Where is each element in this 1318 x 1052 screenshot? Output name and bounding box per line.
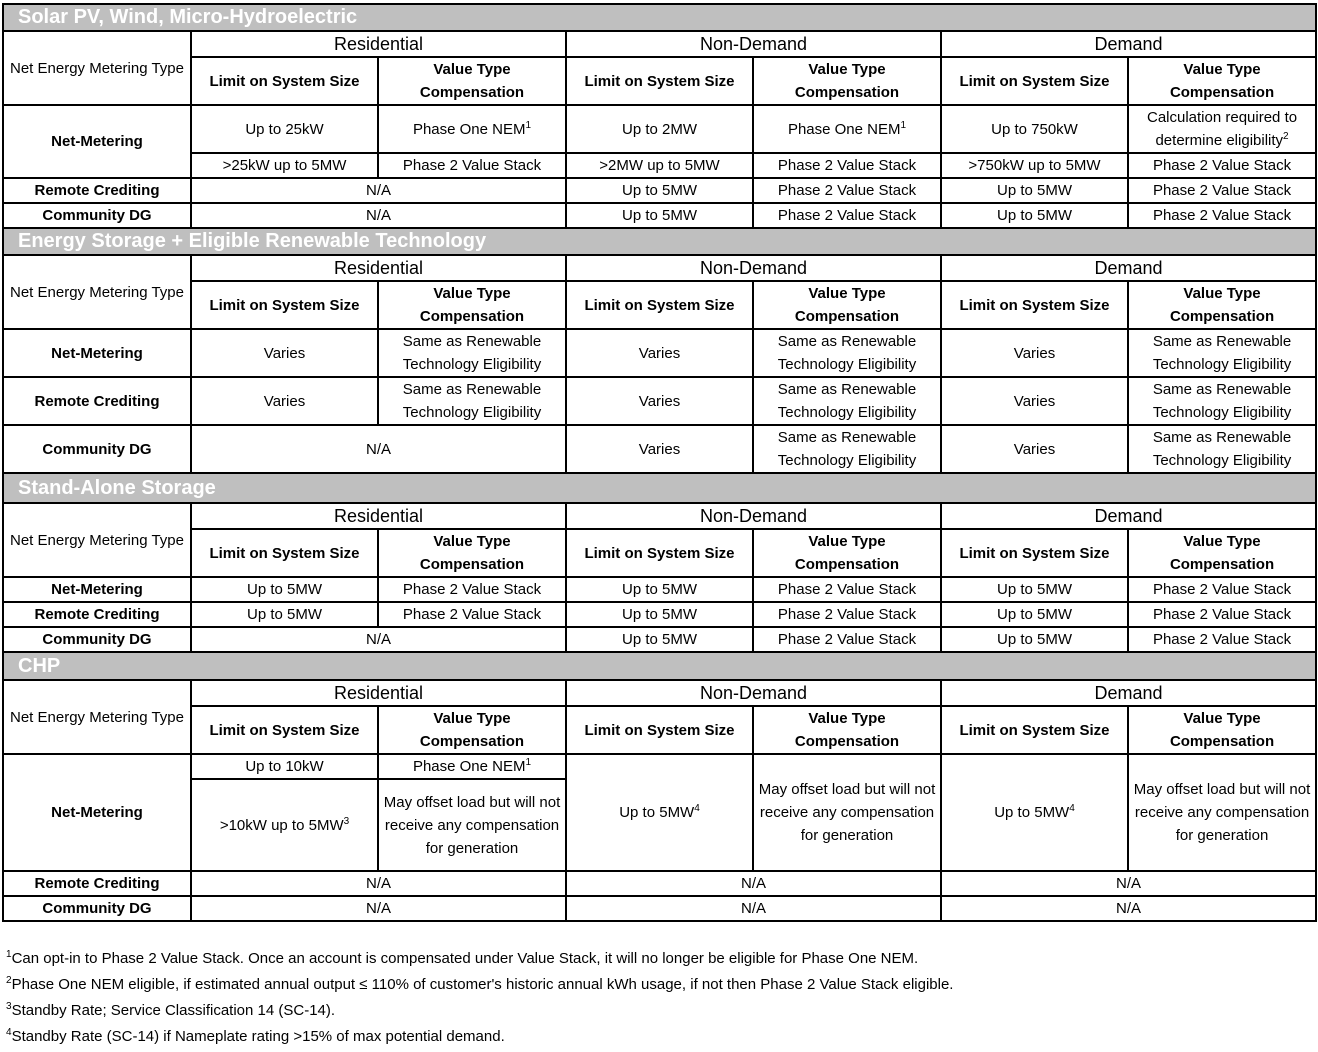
- cell-text: Value Type Compensation: [1169, 61, 1275, 101]
- column-header-row: [3, 706, 1316, 754]
- table-cell: [566, 329, 753, 377]
- cell-text: Residential: [333, 257, 424, 278]
- table-cell: [941, 105, 1128, 153]
- limit-header: [191, 529, 378, 577]
- cell-text: Same as Renewable Technology Eligibility: [1152, 429, 1292, 469]
- cell-text: >25kW up to 5MW: [222, 157, 347, 174]
- table-cell: [1128, 203, 1316, 228]
- section-header-row: [3, 228, 1316, 255]
- cell-text: Community DG: [42, 631, 152, 648]
- table-cell: [941, 602, 1128, 627]
- table-cell: [191, 871, 566, 896]
- limit-header: [191, 57, 378, 105]
- cell-text: Phase 2 Value Stack: [1152, 606, 1292, 623]
- cell-text: Phase 2 Value Stack: [1152, 182, 1292, 199]
- table-cell: [191, 779, 378, 871]
- section-header-row: [3, 652, 1316, 680]
- table-cell: [566, 153, 753, 178]
- table-cell: [753, 329, 941, 377]
- cell-text: Up to 5MW: [621, 581, 697, 598]
- table-cell: [378, 577, 566, 602]
- table-row: [3, 896, 1316, 921]
- cell-text: N/A: [1116, 900, 1142, 917]
- row-label: [3, 754, 191, 871]
- cell-text: Same as Renewable Technology Eligibility: [777, 333, 917, 373]
- table-cell: [378, 105, 566, 153]
- cell-text: Demand: [1094, 682, 1163, 703]
- footnote-text: Can opt-in to Phase 2 Value Stack. Once an account is compensated under Value Stack, it will no longer be eligible for Phase One NEM.: [11, 950, 919, 967]
- table-cell: [566, 896, 941, 921]
- value-type-header: [753, 529, 941, 577]
- section-title: [3, 652, 1316, 680]
- table-row: [3, 329, 1316, 377]
- cell-text: Varies: [638, 344, 681, 362]
- cell-text: Residential: [333, 682, 424, 703]
- value-type-header: [378, 57, 566, 105]
- footnote-number: 3: [6, 1001, 12, 1012]
- table-cell: [941, 627, 1128, 652]
- row-label: [3, 627, 191, 652]
- table-cell: [191, 178, 566, 203]
- cell-text: Value Type Compensation: [1169, 710, 1275, 750]
- footnotes: [6, 946, 953, 1050]
- value-type-header: [1128, 529, 1316, 577]
- table-cell: [941, 153, 1128, 178]
- table-cell: [191, 754, 378, 779]
- cell-text: N/A: [1116, 875, 1142, 892]
- footnote-number: 4: [6, 1027, 12, 1038]
- cell-text: CHP: [18, 654, 61, 677]
- cell-text: Phase 2 Value Stack: [1152, 207, 1292, 224]
- cell-text: Value Type Compensation: [794, 710, 900, 750]
- table-cell: [1128, 329, 1316, 377]
- cell-text: Limit on System Size: [209, 296, 360, 314]
- cell-text: Limit on System Size: [584, 72, 735, 90]
- row-label: [3, 377, 191, 425]
- table-cell: [753, 425, 941, 473]
- limit-header: [191, 706, 378, 754]
- customer-group-header: [191, 31, 566, 57]
- value-type-header: [1128, 57, 1316, 105]
- cell-text: Remote Crediting: [34, 875, 160, 892]
- cell-text: Varies: [638, 440, 681, 458]
- cell-text: Limit on System Size: [959, 544, 1110, 562]
- row-label: [3, 602, 191, 627]
- table-row: [3, 425, 1316, 473]
- cell-text: Up to 5MW: [996, 581, 1072, 598]
- table-cell: [941, 896, 1316, 921]
- limit-header: [941, 281, 1128, 329]
- table-row: [3, 377, 1316, 425]
- limit-header: [566, 57, 753, 105]
- table-cell: [566, 754, 753, 871]
- cell-text: Up to 5MW: [621, 631, 697, 648]
- table-row: [3, 871, 1316, 896]
- cell-text: Up to 750kW: [991, 120, 1078, 138]
- value-type-header: [378, 706, 566, 754]
- cell-text: Up to 5MW: [996, 606, 1072, 623]
- cell-text: Non-Demand: [699, 257, 808, 278]
- table-cell: [191, 425, 566, 473]
- cell-text: Stand-Alone Storage: [18, 476, 216, 499]
- cell-text: Phase 2 Value Stack: [402, 581, 542, 598]
- table-cell: [753, 627, 941, 652]
- table-row: [3, 627, 1316, 652]
- table-cell: [566, 105, 753, 153]
- table-cell: [1128, 754, 1316, 871]
- cell-text: Phase 2 Value Stack: [777, 581, 917, 598]
- section-header-row: [3, 4, 1316, 31]
- cell-text: Varies: [1013, 344, 1056, 362]
- table-cell: [941, 754, 1128, 871]
- customer-group-header: [566, 255, 941, 281]
- cell-text: Limit on System Size: [584, 544, 735, 562]
- table-cell: [1128, 178, 1316, 203]
- nem-eligibility-table: [2, 3, 1317, 922]
- cell-text: N/A: [365, 631, 391, 648]
- table-cell: [1128, 627, 1316, 652]
- customer-group-header: [566, 31, 941, 57]
- cell-text: Value Type Compensation: [419, 533, 525, 573]
- cell-text: Phase 2 Value Stack: [402, 606, 542, 623]
- table-cell: [378, 754, 566, 779]
- cell-text: Varies: [1013, 440, 1056, 458]
- cell-text: Demand: [1094, 33, 1163, 54]
- footnote-ref: 1: [525, 757, 532, 768]
- cell-text: Phase 2 Value Stack: [777, 631, 917, 648]
- cell-text: Phase 2 Value Stack: [402, 157, 542, 174]
- table-cell: [941, 425, 1128, 473]
- cell-text: May offset load but will not receive any compensation for generation: [383, 793, 561, 857]
- customer-group-header: [566, 503, 941, 529]
- column-header-row: [3, 281, 1316, 329]
- footnote-ref: 4: [1069, 803, 1075, 814]
- cell-text: Limit on System Size: [209, 72, 360, 90]
- section-header-row: [3, 473, 1316, 503]
- row-label: [3, 178, 191, 203]
- cell-text: Varies: [263, 392, 306, 410]
- table-cell: [941, 377, 1128, 425]
- cell-text: N/A: [365, 440, 391, 458]
- cell-text: Phase 2 Value Stack: [1152, 581, 1292, 598]
- cell-text: Net-Metering: [51, 804, 143, 821]
- cell-text: Net Energy Metering Type: [10, 283, 184, 301]
- cell-text: N/A: [365, 182, 391, 199]
- metering-type-header: [3, 503, 191, 577]
- customer-group-header: [941, 503, 1316, 529]
- cell-text: Value Type Compensation: [419, 285, 525, 325]
- cell-text: Phase 2 Value Stack: [777, 182, 917, 199]
- footnote-text: Standby Rate (SC-14) if Nameplate rating >15% of max potential demand.: [11, 1028, 505, 1045]
- table-cell: [753, 377, 941, 425]
- table-cell: [191, 896, 566, 921]
- cell-text: Value Type Compensation: [794, 285, 900, 325]
- cell-text: Up to 5MW: [621, 207, 697, 224]
- cell-text: Phase One NEM: [412, 758, 526, 775]
- cell-text: Value Type Compensation: [1169, 533, 1275, 573]
- footnote-ref: 2: [1283, 131, 1289, 142]
- cell-text: Varies: [638, 392, 681, 410]
- table-cell: [753, 203, 941, 228]
- row-label: [3, 425, 191, 473]
- cell-text: Phase One NEM: [412, 120, 526, 138]
- cell-text: Non-Demand: [699, 33, 808, 54]
- table-cell: [378, 329, 566, 377]
- table-cell: [191, 105, 378, 153]
- section-title: [3, 228, 1316, 255]
- cell-text: Phase 2 Value Stack: [1152, 157, 1292, 174]
- footnote-text: Standby Rate; Service Classification 14 (SC-14).: [11, 1002, 336, 1019]
- column-header-row: [3, 529, 1316, 577]
- row-label: [3, 896, 191, 921]
- cell-text: N/A: [365, 900, 391, 917]
- table-cell: [753, 178, 941, 203]
- customer-group-header: [941, 680, 1316, 706]
- cell-text: May offset load but will not receive any compensation for generation: [1133, 781, 1311, 844]
- table-cell: [753, 577, 941, 602]
- cell-text: Energy Storage + Eligible Renewable Technology: [18, 230, 487, 252]
- customer-group-header: [941, 255, 1316, 281]
- customer-group-header: [566, 680, 941, 706]
- table-cell: [191, 627, 566, 652]
- footnote-text: Phase One NEM eligible, if estimated annual output ≤ 110% of customer's historic annual kWh usage, if not then Phase 2 Value Stack eligible.: [11, 976, 954, 993]
- group-header-row: [3, 680, 1316, 706]
- customer-group-header: [191, 680, 566, 706]
- value-type-header: [1128, 706, 1316, 754]
- cell-text: Value Type Compensation: [794, 61, 900, 101]
- cell-text: >750kW up to 5MW: [968, 157, 1101, 174]
- cell-text: Up to 5MW: [621, 182, 697, 199]
- cell-text: Limit on System Size: [209, 721, 360, 739]
- footnote-number: 1: [6, 949, 12, 960]
- cell-text: Value Type Compensation: [419, 61, 525, 101]
- table-row: [3, 577, 1316, 602]
- cell-text: Up to 5MW: [996, 207, 1072, 224]
- footnote-ref: 1: [900, 119, 907, 131]
- table-cell: [566, 871, 941, 896]
- table-cell: [566, 178, 753, 203]
- value-type-header: [378, 281, 566, 329]
- cell-text: Up to 25kW: [245, 120, 324, 138]
- cell-text: Residential: [333, 33, 424, 54]
- table-cell: [566, 627, 753, 652]
- limit-header: [566, 529, 753, 577]
- cell-text: Phase 2 Value Stack: [777, 606, 917, 623]
- cell-text: Varies: [1013, 392, 1056, 410]
- table-cell: [191, 329, 378, 377]
- row-label: [3, 577, 191, 602]
- cell-text: Demand: [1094, 257, 1163, 278]
- cell-text: Varies: [263, 344, 306, 362]
- cell-text: Phase 2 Value Stack: [777, 207, 917, 224]
- cell-text: Limit on System Size: [584, 296, 735, 314]
- footnote: [6, 998, 953, 1024]
- table-cell: [1128, 377, 1316, 425]
- metering-type-header: [3, 31, 191, 105]
- section-title: [3, 473, 1316, 503]
- table-cell: [941, 577, 1128, 602]
- cell-text: Remote Crediting: [34, 182, 160, 199]
- cell-text: N/A: [740, 875, 766, 892]
- cell-text: Value Type Compensation: [419, 710, 525, 750]
- table-cell: [191, 577, 378, 602]
- cell-text: Same as Renewable Technology Eligibility: [402, 333, 542, 373]
- value-type-header: [1128, 281, 1316, 329]
- table-cell: [191, 602, 378, 627]
- table-cell: [191, 153, 378, 178]
- footnote-ref: 3: [343, 815, 350, 827]
- table-row: [3, 153, 1316, 178]
- footnote: [6, 946, 953, 972]
- footnote-ref: 1: [525, 119, 532, 131]
- table-cell: [378, 602, 566, 627]
- cell-text: Up to 5MW: [994, 804, 1070, 821]
- table-cell: [566, 602, 753, 627]
- cell-text: Up to 2MW: [621, 120, 697, 138]
- table-cell: [941, 871, 1316, 896]
- table-cell: [1128, 425, 1316, 473]
- table-cell: [941, 203, 1128, 228]
- table-cell: [566, 203, 753, 228]
- table-row: [3, 203, 1316, 228]
- table-cell: [753, 602, 941, 627]
- cell-text: Same as Renewable Technology Eligibility: [1152, 333, 1292, 373]
- table-cell: [1128, 577, 1316, 602]
- group-header-row: [3, 31, 1316, 57]
- cell-text: May offset load but will not receive any compensation for generation: [758, 781, 936, 844]
- section-title: [3, 4, 1316, 31]
- footnote: [6, 972, 953, 998]
- cell-text: Up to 5MW: [996, 182, 1072, 199]
- table-row: [3, 178, 1316, 203]
- limit-header: [566, 281, 753, 329]
- footnote-ref: 4: [694, 803, 700, 814]
- table-row: [3, 754, 1316, 779]
- cell-text: Non-Demand: [699, 505, 808, 526]
- cell-text: Demand: [1094, 505, 1163, 526]
- row-label: [3, 105, 191, 178]
- column-header-row: [3, 57, 1316, 105]
- table-cell: [941, 178, 1128, 203]
- table-cell: [753, 754, 941, 871]
- table-row: [3, 602, 1316, 627]
- table-cell: [1128, 105, 1316, 153]
- cell-text: Calculation required to determine eligibility: [1146, 109, 1298, 149]
- group-header-row: [3, 255, 1316, 281]
- cell-text: Net Energy Metering Type: [10, 708, 184, 726]
- cell-text: Same as Renewable Technology Eligibility: [777, 381, 917, 421]
- cell-text: N/A: [740, 900, 766, 917]
- cell-text: Net Energy Metering Type: [10, 59, 184, 77]
- value-type-header: [753, 57, 941, 105]
- metering-type-header: [3, 255, 191, 329]
- table-cell: [1128, 153, 1316, 178]
- cell-text: N/A: [365, 207, 391, 224]
- cell-text: Phase One NEM: [787, 120, 901, 138]
- table-cell: [566, 577, 753, 602]
- limit-header: [566, 706, 753, 754]
- cell-text: Up to 5MW: [996, 631, 1072, 648]
- cell-text: Value Type Compensation: [794, 533, 900, 573]
- table-cell: [378, 779, 566, 871]
- cell-text: Community DG: [42, 900, 152, 917]
- table-cell: [378, 377, 566, 425]
- table-cell: [941, 329, 1128, 377]
- cell-text: Phase 2 Value Stack: [1152, 631, 1292, 648]
- limit-header: [191, 281, 378, 329]
- value-type-header: [753, 706, 941, 754]
- metering-type-header: [3, 680, 191, 754]
- cell-text: Non-Demand: [699, 682, 808, 703]
- table-cell: [753, 105, 941, 153]
- footnote: [6, 1024, 953, 1050]
- table-cell: [566, 377, 753, 425]
- cell-text: >10kW up to 5MW: [219, 816, 344, 834]
- footnote-number: 2: [6, 975, 12, 986]
- cell-text: Net-Metering: [51, 133, 143, 150]
- cell-text: Up to 10kW: [245, 758, 324, 775]
- cell-text: Residential: [333, 505, 424, 526]
- limit-header: [941, 57, 1128, 105]
- cell-text: Phase 2 Value Stack: [777, 157, 917, 174]
- cell-text: Limit on System Size: [959, 296, 1110, 314]
- row-label: [3, 203, 191, 228]
- table-cell: [1128, 602, 1316, 627]
- cell-text: Net-Metering: [51, 581, 143, 598]
- cell-text: Community DG: [42, 207, 152, 224]
- group-header-row: [3, 503, 1316, 529]
- limit-header: [941, 529, 1128, 577]
- cell-text: Limit on System Size: [959, 72, 1110, 90]
- table-cell: [753, 153, 941, 178]
- row-label: [3, 871, 191, 896]
- customer-group-header: [941, 31, 1316, 57]
- cell-text: Up to 5MW: [619, 804, 695, 821]
- cell-text: Solar PV, Wind, Micro-Hydroelectric: [18, 6, 358, 28]
- value-type-header: [378, 529, 566, 577]
- value-type-header: [753, 281, 941, 329]
- cell-text: Up to 5MW: [246, 581, 322, 598]
- cell-text: Remote Crediting: [34, 392, 160, 410]
- table-row: [3, 105, 1316, 153]
- cell-text: Same as Renewable Technology Eligibility: [777, 429, 917, 469]
- cell-text: N/A: [365, 875, 391, 892]
- table-cell: [191, 203, 566, 228]
- cell-text: Limit on System Size: [209, 544, 360, 562]
- row-label: [3, 329, 191, 377]
- cell-text: Same as Renewable Technology Eligibility: [1152, 381, 1292, 421]
- cell-text: Remote Crediting: [34, 606, 160, 623]
- customer-group-header: [191, 503, 566, 529]
- cell-text: Value Type Compensation: [1169, 285, 1275, 325]
- cell-text: Limit on System Size: [584, 721, 735, 739]
- cell-text: Up to 5MW: [246, 606, 322, 623]
- table-cell: [378, 153, 566, 178]
- cell-text: Same as Renewable Technology Eligibility: [402, 381, 542, 421]
- cell-text: Up to 5MW: [621, 606, 697, 623]
- cell-text: Net-Metering: [51, 344, 143, 362]
- cell-text: Community DG: [42, 440, 152, 458]
- customer-group-header: [191, 255, 566, 281]
- table-cell: [191, 377, 378, 425]
- limit-header: [941, 706, 1128, 754]
- cell-text: >2MW up to 5MW: [599, 157, 720, 174]
- cell-text: Net Energy Metering Type: [10, 531, 184, 549]
- table-cell: [566, 425, 753, 473]
- cell-text: Limit on System Size: [959, 721, 1110, 739]
